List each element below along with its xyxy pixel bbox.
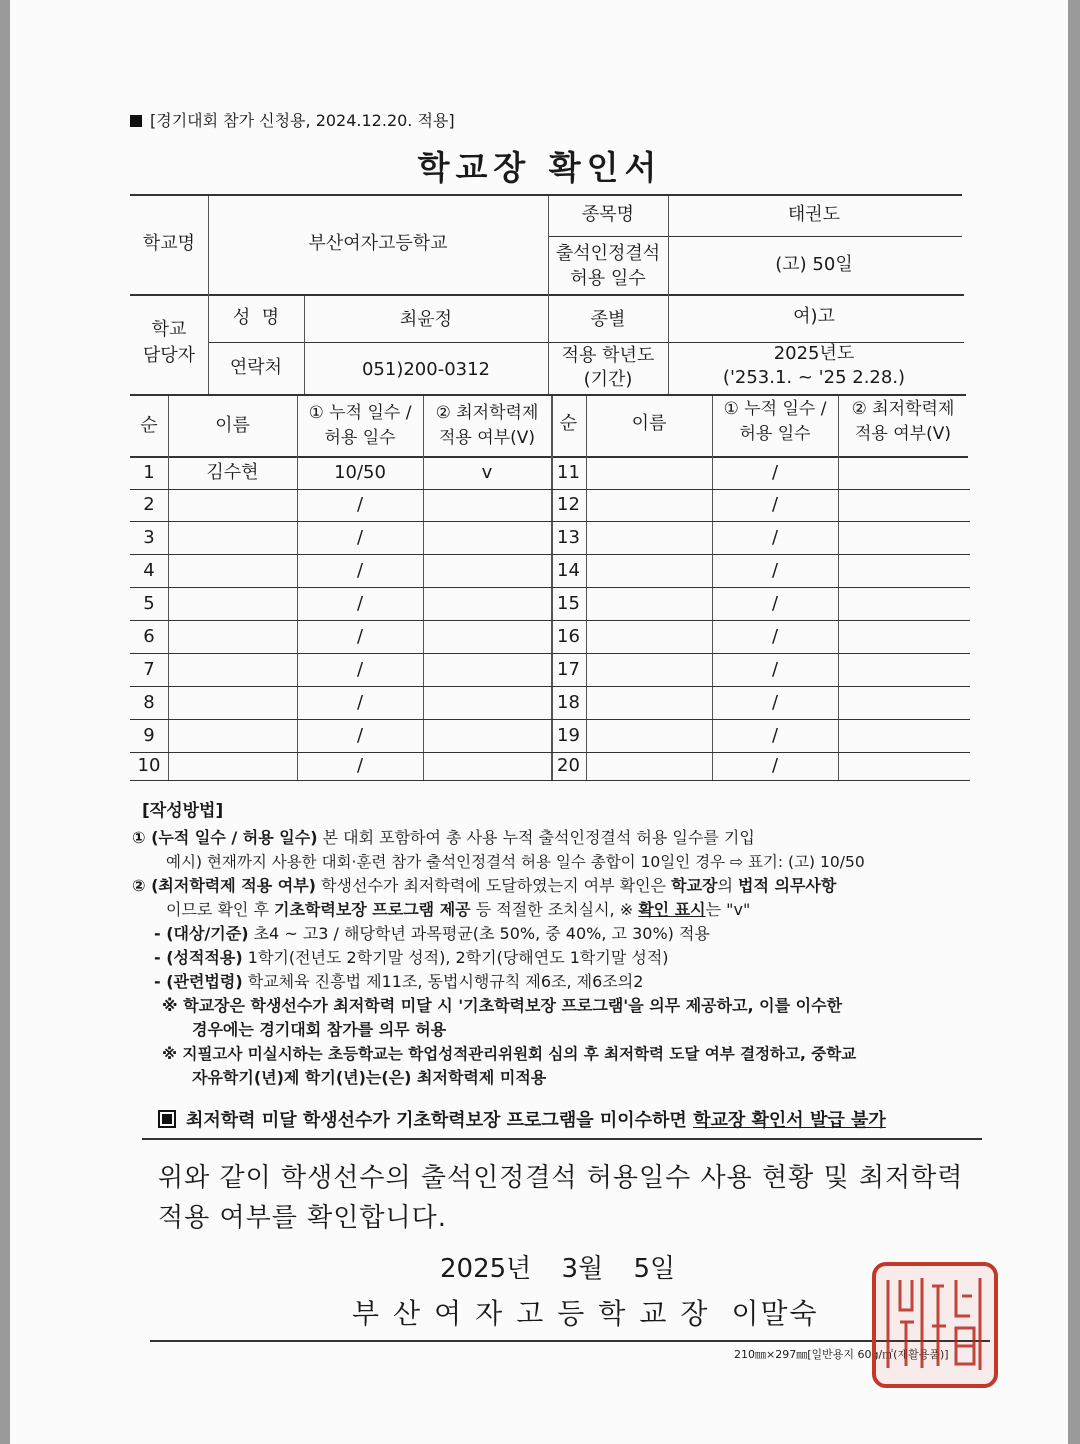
note-2-l2e: 는 "v" (705, 900, 751, 919)
warning-text: 최저학력 미달 학생선수가 기초학력보장 프로그램을 미이수하면 (186, 1110, 694, 1131)
note-1-example: 예시) 현재까지 사용한 대회·훈련 참가 출석인정결석 허용 일수 총합이 10일인 경우 ⇨ 표기: (고) 10/50 (166, 853, 865, 871)
table-row-line (130, 587, 970, 588)
table-row-line (130, 489, 970, 490)
row-number: 10 (137, 755, 161, 776)
col-days-left-2: 허용 일수 (324, 428, 396, 448)
detail-3-head: - (관련법령) (154, 972, 243, 991)
note-2-bold-a: 학교장 (671, 876, 718, 895)
col-min-right-1: ② 최저학력제 (851, 399, 955, 419)
row-number: 11 (557, 461, 580, 483)
note-2-l2b: 기초학력보장 프로그램 제공 (274, 900, 471, 919)
absence-days: / (771, 755, 779, 776)
absence-days: / (356, 592, 364, 614)
row-number: 14 (557, 559, 580, 581)
row-number: 18 (557, 691, 580, 713)
note-2-l2c: 등 적절한 조치실시, ※ (470, 900, 639, 919)
footer-line (150, 1340, 990, 1342)
instructions (132, 826, 992, 1090)
absence-days: / (356, 755, 364, 776)
col-days-right-1: ① 누적 일수 / (723, 399, 827, 419)
row-number: 17 (557, 658, 580, 680)
remark-2-line-1: ※ 지필고사 미실시하는 초등학교는 학업성적관리위원회 심의 후 최저학력 도달 여부 결정하고, 중학교 (162, 1045, 857, 1063)
detail-1-head: - (대상/기준) (154, 924, 249, 943)
year-value-1: 2025년도 (773, 343, 855, 364)
page-title: 학교장 확인서 (417, 148, 663, 187)
principal-name: 이말숙 (731, 1297, 819, 1330)
row-number: 7 (143, 658, 155, 680)
detail-2 (132, 946, 992, 970)
staff-label-2: 담당자 (142, 345, 196, 366)
detail-2-text: 1학기(전년도 2학기말 성적), 2학기(당해연도 1학기말 성적) (242, 948, 669, 967)
info-divider (548, 236, 962, 237)
note-2-line-2 (132, 898, 992, 922)
note-2 (132, 874, 992, 898)
detail-3 (132, 970, 992, 994)
absence-days: / (771, 724, 779, 746)
row-number: 15 (557, 592, 580, 614)
absence-days: / (771, 691, 779, 713)
year-label-2: (기간) (583, 369, 633, 390)
contact-value: 051)200-0312 (361, 359, 491, 380)
note-1-text: 본 대회 포함하여 총 사용 누적 출석인정결석 허용 일수를 기입 (317, 828, 755, 847)
warning-emphasis: 학교장 확인서 발급 불가 (693, 1110, 886, 1131)
sport-value: 태권도 (787, 204, 841, 225)
table-row-line (130, 521, 970, 522)
row-number: 16 (557, 625, 580, 647)
absence-days: / (771, 494, 779, 515)
sport-label: 종목명 (581, 204, 635, 225)
table-row-line (130, 653, 970, 654)
note-2-text: 학생선수가 최저학력에 도달하였는지 여부 확인은 (316, 876, 672, 895)
absence-days: / (356, 526, 364, 548)
absence-days: / (771, 592, 779, 614)
section-divider (142, 1138, 982, 1140)
row-number: 5 (143, 592, 155, 614)
name-value: 최윤정 (399, 309, 453, 330)
detail-1 (132, 922, 992, 946)
col-name-left: 이름 (215, 415, 250, 436)
row-number: 8 (143, 691, 155, 713)
table-row-line (130, 686, 970, 687)
absence-days: / (356, 724, 364, 746)
absence-days: / (356, 494, 364, 515)
detail-1-text: 초4 ~ 고3 / 해당학년 과목평균(초 50%, 중 40%, 고 30%) 적용 (248, 924, 710, 943)
absence-days: / (771, 461, 779, 483)
col-name-right: 이름 (631, 413, 667, 434)
absence-label-1: 출석인정결석 (555, 243, 661, 264)
note-2-l2d: 확인 표시 (638, 900, 706, 919)
table-col-line (586, 396, 587, 780)
absence-days: / (356, 559, 364, 581)
absence-days: / (771, 526, 779, 548)
type-label: 종별 (590, 309, 626, 330)
row-number: 12 (557, 494, 580, 515)
min-achievement-check: v (481, 461, 493, 483)
warning-line (158, 1106, 886, 1132)
header-note (130, 108, 455, 131)
table-row-line (130, 780, 970, 781)
col-min-right-2: 적용 여부(V) (855, 424, 951, 444)
row-number: 1 (143, 461, 155, 483)
table-header-line (130, 456, 968, 458)
table-col-line (297, 396, 298, 780)
row-number: 6 (143, 625, 155, 647)
table-row-line (130, 719, 970, 720)
note-2-bold-b: 법적 의무사항 (738, 876, 837, 895)
col-days-right-2: 허용 일수 (739, 424, 811, 444)
info-divider (130, 294, 964, 296)
table-col-line (551, 396, 553, 780)
absence-days: / (771, 559, 779, 581)
note-2-head: ② (최저학력제 적용 여부) (132, 876, 316, 895)
square-bullet-icon (130, 115, 142, 127)
issue-date: 2025년 3월 5일 (440, 1254, 676, 1284)
note-1-head: ① (누적 일수 / 허용 일수) (132, 828, 318, 847)
note-2-text-b: 의 (717, 876, 739, 895)
table-row-line (130, 752, 970, 753)
row-number: 2 (143, 494, 155, 515)
remark-2-line-2: 자유학기(년)제 학기(년)는(은) 최저학력제 미적용 (192, 1068, 547, 1087)
header-note-text: [경기대회 참가 신청용, 2024.12.20. 적용] (150, 111, 455, 130)
row-number: 19 (557, 724, 580, 746)
row-number: 4 (143, 559, 155, 581)
table-row-line (130, 620, 970, 621)
seal-pattern (876, 1266, 994, 1384)
contact-label: 연락처 (229, 357, 283, 378)
remark-1-line-2: 경우에는 경기대회 참가를 의무 허용 (192, 1020, 447, 1039)
name-label: 성 명 (232, 307, 280, 328)
checkbox-bullet-icon (158, 1110, 176, 1128)
col-days-left-1: ① 누적 일수 / (308, 403, 412, 423)
absence-days: / (356, 691, 364, 713)
table-col-line (423, 396, 424, 780)
col-min-left-2: 적용 여부(V) (439, 428, 535, 448)
table-col-line (168, 396, 169, 780)
absence-days: / (771, 658, 779, 680)
info-divider (130, 394, 966, 396)
absence-days: / (356, 625, 364, 647)
school-value: 부산여자고등학교 (308, 233, 448, 254)
table-col-line (838, 396, 839, 780)
remark-1-line-1: ※ 학교장은 학생선수가 최저학력 미달 시 '기초학력보장 프로그램'을 의무 제공하고, 이를 이수한 (162, 996, 843, 1015)
table-top-border (130, 194, 962, 196)
absence-label-2: 허용 일수 (570, 268, 646, 289)
row-number: 9 (143, 724, 155, 746)
student-name: 김수현 (206, 461, 259, 483)
type-value: 여)고 (793, 306, 835, 327)
paper-size-note: 210㎜×297㎜[일반용지 60g/㎡(재활용품)] (734, 1348, 949, 1361)
detail-3-text: 학교체육 진흥법 제11조, 동법시행규칙 제6조, 제6조의2 (242, 972, 644, 991)
row-number: 20 (557, 755, 580, 776)
year-value-2: ('253.1. ~ '25 2.28.) (722, 367, 906, 388)
absence-days: / (771, 625, 779, 647)
method-title: [작성방법] (142, 801, 224, 821)
staff-label-1: 학교 (151, 319, 187, 340)
school-label: 학교명 (142, 233, 196, 254)
absence-days: 10/50 (334, 461, 386, 483)
col-no-left: 순 (140, 415, 158, 436)
row-number: 3 (143, 526, 155, 548)
official-seal-icon (872, 1262, 998, 1388)
principal-title: 부산여자고등학교장 (352, 1297, 722, 1330)
note-2-l2a: 이므로 확인 후 (166, 900, 274, 919)
col-min-left-1: ② 최저학력제 (435, 403, 539, 423)
detail-2-head: - (성적적용) (154, 948, 243, 967)
principal-signature (352, 1292, 819, 1332)
note-1 (132, 826, 992, 850)
table-col-line (712, 396, 713, 780)
table-row-line (130, 554, 970, 555)
row-number: 13 (557, 526, 580, 548)
absence-value: (고) 50일 (775, 254, 853, 275)
year-label-1: 적용 학년도 (561, 345, 655, 366)
col-no-right: 순 (559, 413, 578, 434)
absence-days: / (356, 658, 364, 680)
confirm-statement: 위와 같이 학생선수의 출석인정결석 허용일수 사용 현황 및 최저학력 적용 여부를 확인합니다. (158, 1163, 964, 1233)
